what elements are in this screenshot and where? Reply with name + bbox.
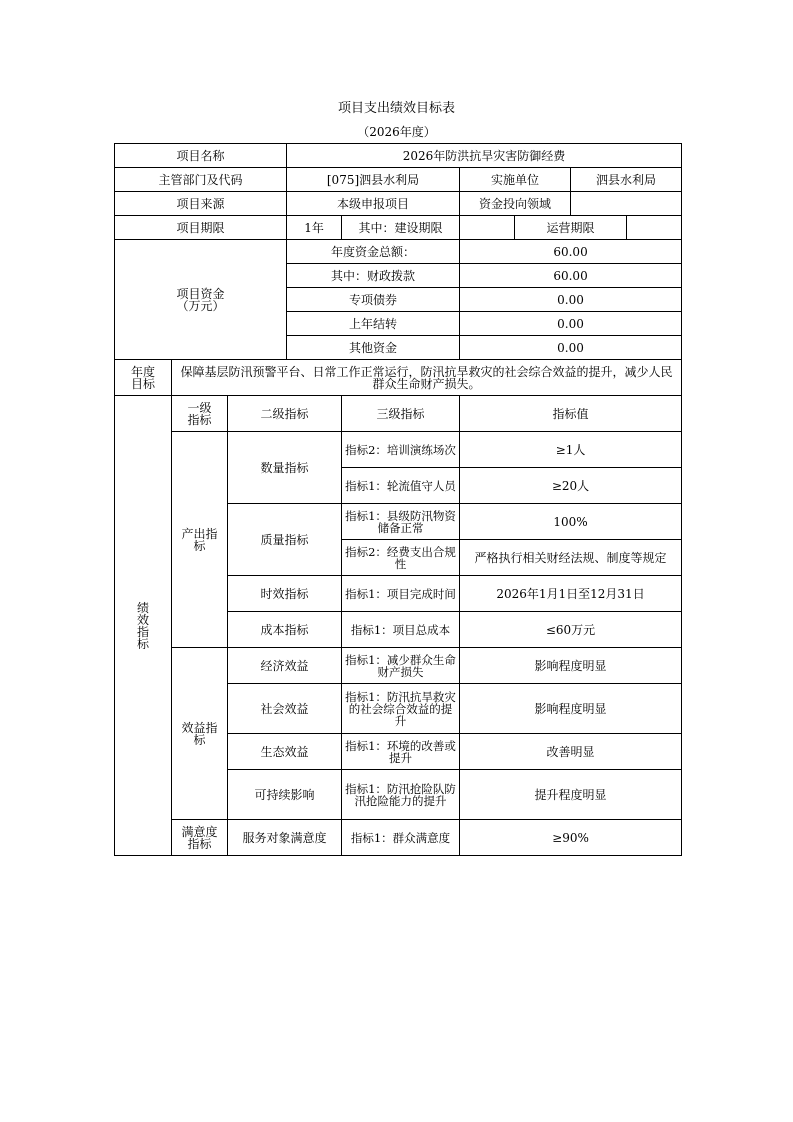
benefit-label: 效益指 标 (172, 648, 228, 820)
impl-label: 实施单位 (460, 168, 571, 192)
indicator-ql2: 指标2：经费支出合规性 (342, 540, 460, 576)
header-value: 指标值 (460, 396, 682, 432)
indicator-q2: 指标1：轮流值守人员 (342, 468, 460, 504)
build-label: 其中：建设期限 (342, 216, 460, 240)
value-ql1: 100% (460, 504, 682, 540)
page-title: 项目支出绩效目标表 (337, 101, 455, 116)
goal-text: 保障基层防汛预警平台、日常工作正常运行，防汛抗旱救灾的社会综合效益的提升，减少人民群众生命财产损失。 (172, 360, 682, 396)
performance-table (114, 143, 682, 856)
perf-label: 绩 效 指 标 (115, 396, 172, 856)
oper-label: 运营期限 (515, 216, 627, 240)
sustain-label: 可持续影响 (228, 770, 342, 820)
funds-total-value: 60.00 (460, 240, 682, 264)
funds-fiscal-label: 其中：财政拨款 (287, 264, 460, 288)
oper-value (627, 216, 682, 240)
value-c1: ≤60万元 (460, 612, 682, 648)
source-label: 项目来源 (115, 192, 287, 216)
indicator-k1: 指标1：防汛抢险队防汛抢险能力的提升 (342, 770, 460, 820)
value-t1: 2026年1月1日至12月31日 (460, 576, 682, 612)
value-k1: 提升程度明显 (460, 770, 682, 820)
value-e1: 影响程度明显 (460, 648, 682, 684)
indicator-t1: 指标1：项目完成时间 (342, 576, 460, 612)
project-name-label: 项目名称 (115, 144, 287, 168)
indicator-s1: 指标1：防汛抗旱救灾的社会综合效益的提升 (342, 684, 460, 734)
indicator-q1: 指标2：培训演练场次 (342, 432, 460, 468)
indicator-g1: 指标1：环境的改善或提升 (342, 734, 460, 770)
impl-value: 泗县水利局 (571, 168, 682, 192)
indicator-c1: 指标1：项目总成本 (342, 612, 460, 648)
cost-label: 成本指标 (228, 612, 342, 648)
funds-fiscal-value: 60.00 (460, 264, 682, 288)
goal-label: 年度 目标 (115, 360, 172, 396)
value-ql2: 严格执行相关财经法规、制度等规定 (460, 540, 682, 576)
value-g1: 改善明显 (460, 734, 682, 770)
page-subtitle: （2026年度） (357, 125, 436, 139)
value-m1: ≥90% (460, 820, 682, 856)
header-level3: 三级指标 (342, 396, 460, 432)
value-s1: 影响程度明显 (460, 684, 682, 734)
funds-label: 项目资金 （万元） (115, 240, 287, 360)
time-label: 时效指标 (228, 576, 342, 612)
dept-label: 主管部门及代码 (115, 168, 287, 192)
output-label: 产出指 标 (172, 432, 228, 648)
period-label: 项目期限 (115, 216, 287, 240)
funds-total-label: 年度资金总额： (287, 240, 460, 264)
quantity-label: 数量指标 (228, 432, 342, 504)
social-label: 社会效益 (228, 684, 342, 734)
invest-label: 资金投向领域 (460, 192, 571, 216)
funds-carryover-label: 上年结转 (287, 312, 460, 336)
indicator-e1: 指标1：减少群众生命财产损失 (342, 648, 460, 684)
funds-bond-label: 专项债券 (287, 288, 460, 312)
value-q1: ≥1人 (460, 432, 682, 468)
header-level2: 二级指标 (228, 396, 342, 432)
funds-other-value: 0.00 (460, 336, 682, 360)
funds-other-label: 其他资金 (287, 336, 460, 360)
indicator-ql1: 指标1：县级防汛物资储备正常 (342, 504, 460, 540)
indicator-m1: 指标1：群众满意度 (342, 820, 460, 856)
value-q2: ≥20人 (460, 468, 682, 504)
funds-bond-value: 0.00 (460, 288, 682, 312)
econ-label: 经济效益 (228, 648, 342, 684)
source-value: 本级申报项目 (287, 192, 460, 216)
quality-label: 质量指标 (228, 504, 342, 576)
dept-value: [075]泗县水利局 (287, 168, 460, 192)
build-value (460, 216, 515, 240)
header-level1: 一级 指标 (172, 396, 228, 432)
satisfaction-label: 满意度 指标 (172, 820, 228, 856)
funds-carryover-value: 0.00 (460, 312, 682, 336)
invest-value (571, 192, 682, 216)
service-label: 服务对象满意度 (228, 820, 342, 856)
eco-label: 生态效益 (228, 734, 342, 770)
period-value: 1年 (287, 216, 342, 240)
project-name-value: 2026年防洪抗旱灾害防御经费 (287, 144, 682, 168)
